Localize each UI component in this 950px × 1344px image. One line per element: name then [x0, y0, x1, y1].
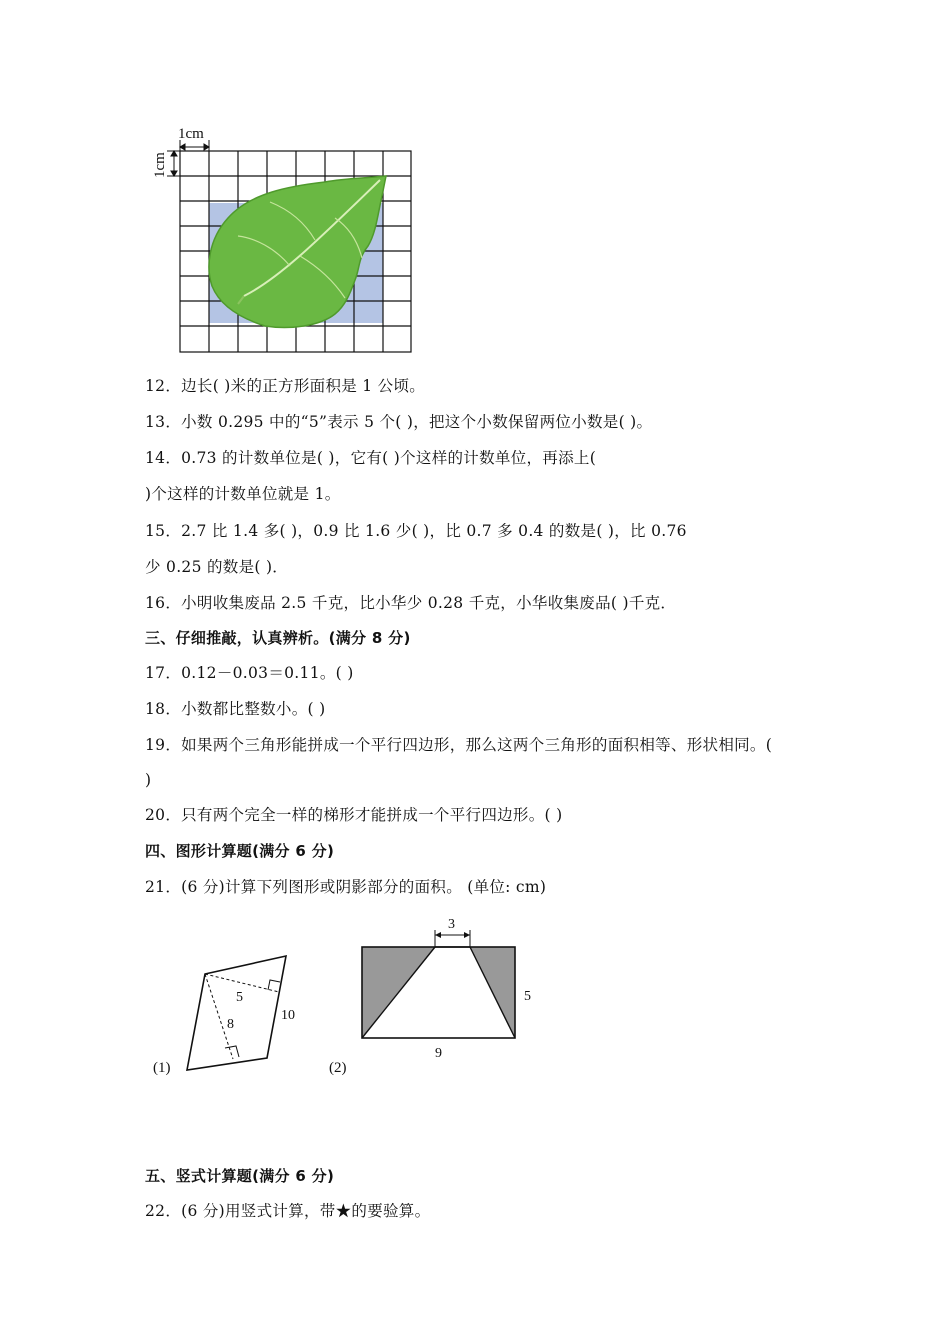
- section-3-heading: 三、仔细推敲，认真辨析。(满分 8 分): [145, 629, 411, 647]
- question-14-line-2: )个这样的计数单位就是 1。: [145, 485, 341, 503]
- fig1-caption: (1): [153, 1060, 171, 1076]
- section-4-heading: 四、图形计算题(满分 6 分): [145, 842, 335, 860]
- leaf-grid-figure: [140, 118, 420, 358]
- fig2-label-5: 5: [524, 989, 531, 1004]
- question-18: 18．小数都比整数小。( ): [145, 700, 326, 718]
- section-5-heading: 五、竖式计算题(满分 6 分): [145, 1167, 335, 1185]
- question-19-line-1: 19．如果两个三角形能拼成一个平行四边形，那么这两个三角形的面积相等、形状相同。(: [145, 736, 773, 754]
- question-15-line-2: 少 0.25 的数是( )．: [145, 558, 289, 576]
- fig2-caption: (2): [329, 1060, 347, 1076]
- question-19-line-2: ): [145, 771, 152, 789]
- unit-label-left: 1cm: [152, 152, 168, 178]
- fig2-label-9: 9: [435, 1046, 442, 1061]
- question-12: 12．边长( )米的正方形面积是 1 公顷。: [145, 377, 426, 395]
- question-13: 13．小数 0.295 中的“5”表示 5 个( )，把这个小数保留两位小数是( )。: [145, 413, 653, 431]
- question-22: 22．(6 分)用竖式计算，带★的要验算。: [145, 1202, 431, 1220]
- question-21: 21．(6 分)计算下列图形或阴影部分的面积。 (单位: cm): [145, 878, 547, 896]
- fig1-label-10: 10: [281, 1008, 295, 1023]
- question-20: 20．只有两个完全一样的梯形才能拼成一个平行四边形。( ): [145, 806, 563, 824]
- parallelogram-figure: [187, 956, 286, 1070]
- question-16: 16．小明收集废品 2.5 千克，比小华少 0.28 千克，小华收集废品( )千克．: [145, 594, 677, 612]
- fig2-label-3: 3: [448, 917, 455, 932]
- fig1-label-5: 5: [236, 990, 243, 1005]
- rectangle-trapezoid-figure: [362, 930, 515, 1038]
- unit-label-top: 1cm: [178, 126, 204, 142]
- unit-arrows: [167, 140, 209, 176]
- question-17: 17．0.12－0.03＝0.11。( ): [145, 664, 354, 682]
- question-14-line-1: 14．0.73 的计数单位是( )，它有( )个这样的计数单位，再添上(: [145, 449, 597, 467]
- question-15-line-1: 15．2.7 比 1.4 多( )，0.9 比 1.6 少( )，比 0.7 多 0.4 的数是( )，比 0.76: [145, 522, 687, 540]
- geometry-figures: [145, 910, 545, 1085]
- fig1-label-8: 8: [227, 1017, 234, 1032]
